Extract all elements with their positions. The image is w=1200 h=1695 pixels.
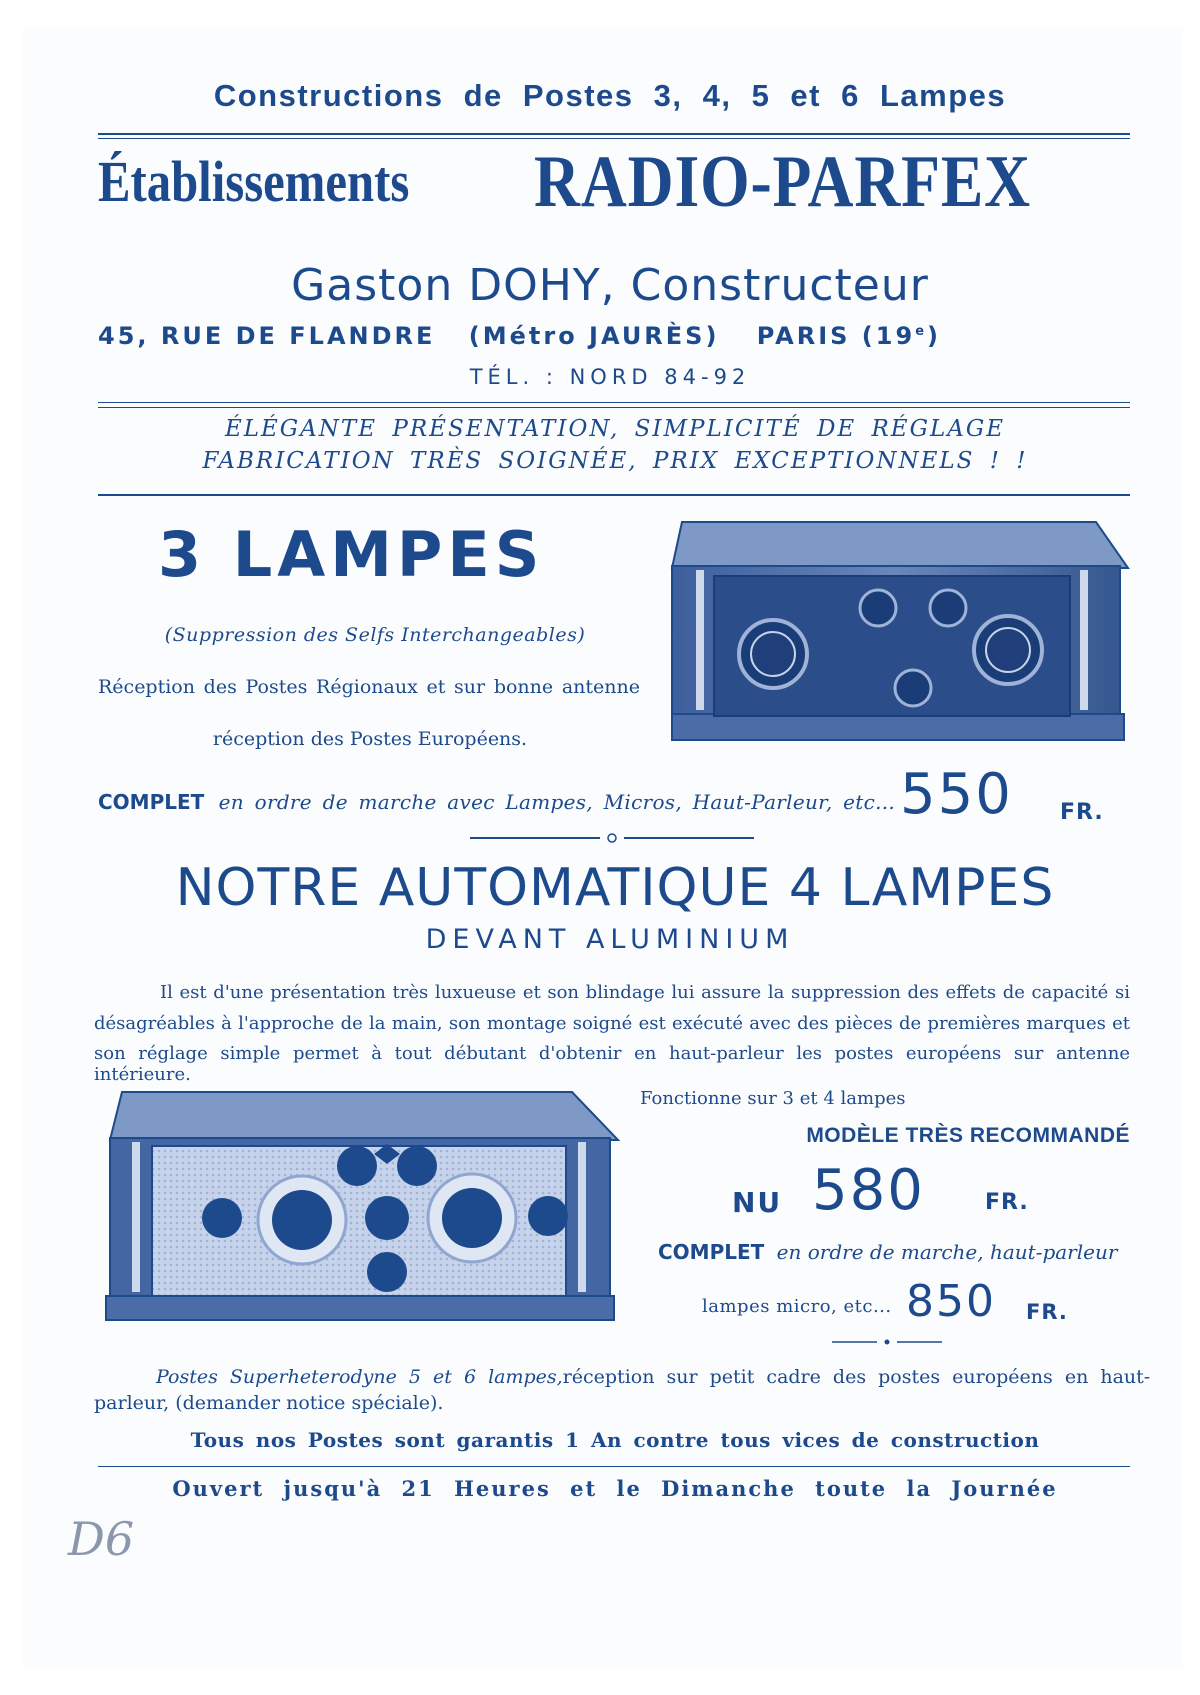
header-rule-top-thin [98,138,1130,139]
four-lamp-radio-image [102,1088,622,1338]
three-lamps-complete-text: en ordre de marche avec Lampes, Micros, Haut-Parleur, etc... [218,790,896,814]
hours-line: Ouvert jusqu'à 21 Heures et le Dimanche toute la Journée [172,1476,1058,1501]
three-lamps-price: 550 [900,762,1013,827]
slogan-rule-top [98,402,1130,403]
address-close: ) [927,322,941,350]
construction-line: Constructions de Postes 3, 4, 5 et 6 Lampes [213,78,1007,113]
handwritten-mark: D6 [68,1512,135,1566]
three-lamps-currency: FR. [1060,800,1104,825]
superhet-rest: réception sur petit cadre des postes européens en haut- [562,1366,1151,1388]
three-lamp-radio-image [668,518,1132,758]
four-lamps-paragraph-3: son réglage simple permet à tout débutant d'obtenir en haut-parleur les postes européens sur antenne intérieure. [94,1043,1130,1085]
address-line [98,322,1132,350]
slogan-rule-bottom [98,494,1130,496]
four-lamps-nu-label: NU [732,1186,783,1219]
address-city: PARIS (19 [756,322,916,350]
three-lamps-complete-label: COMPLET [98,790,205,814]
four-lamps-complete-line [658,1240,1117,1264]
four-lamps-complete-text-2: lampes micro, etc... [702,1296,892,1317]
four-lamps-paragraph-1: Il est d'une présentation très luxueuse et son blindage lui assure la suppression des effets de capacité si [160,982,1130,1003]
superhet-line-2: parleur, (demander notice spéciale). [94,1392,444,1414]
four-lamps-subtitle: DEVANT ALUMINIUM [425,924,795,955]
three-lamps-title: 3 LAMPES [158,518,545,591]
three-lamps-complete-line [98,790,895,814]
header-rule-top [98,133,1130,135]
three-lamps-subtitle: (Suppression des Selfs Interchangeables) [164,624,586,646]
four-lamps-works-on: Fonctionne sur 3 et 4 lampes [640,1088,906,1109]
three-lamps-desc-2: réception des Postes Européens. [212,728,528,750]
four-lamps-title: NOTRE AUTOMATIQUE 4 LAMPES [175,858,1055,918]
superhet-line-1 [156,1366,1151,1388]
four-lamps-recommended: MODÈLE TRÈS RECOMMANDÉ [806,1124,1130,1147]
owner-line: Gaston DOHY, Constructeur [291,260,929,311]
four-lamps-nu-currency: FR. [985,1190,1029,1215]
address-metro: (Métro JAURÈS) [468,322,720,350]
four-lamps-complete-currency: FR. [1026,1300,1068,1324]
footer-rule [98,1466,1130,1467]
guarantee-line: Tous nos Postes sont garantis 1 An contre tous vices de construction [190,1428,1040,1452]
ornament-divider [470,832,754,844]
address-suffix: e [915,324,928,339]
superhet-italic: Postes Superheterodyne 5 et 6 lampes, [156,1366,563,1388]
four-lamps-complete-label: COMPLET [658,1240,765,1264]
brand-name: RADIO-PARFEX [534,141,1032,223]
four-lamps-paragraph-2: désagréables à l'approche de la main, son montage soigné est exécuté avec des pièces de premières marques et [94,1013,1130,1034]
three-lamps-desc-1: Réception des Postes Régionaux et sur bonne antenne [98,676,640,698]
address-street: 45, RUE DE FLANDRE [98,322,436,350]
four-lamps-complete-text: en ordre de marche, haut-parleur [776,1240,1118,1264]
etablissements-label: Établissements [98,149,410,214]
slogan-line-1: ÉLÉGANTE PRÉSENTATION, SIMPLICITÉ DE RÉGLAGE [224,416,1006,442]
slogan-line-2: FABRICATION TRÈS SOIGNÉE, PRIX EXCEPTIONNELS ! ! [202,448,1028,474]
slogan-rule-top-2 [98,407,1130,408]
four-lamps-complete-price: 850 [906,1276,996,1327]
four-lamps-nu-price: 580 [812,1158,925,1223]
telephone-line: TÉL. : NORD 84-92 [469,365,751,389]
small-divider [832,1338,942,1346]
